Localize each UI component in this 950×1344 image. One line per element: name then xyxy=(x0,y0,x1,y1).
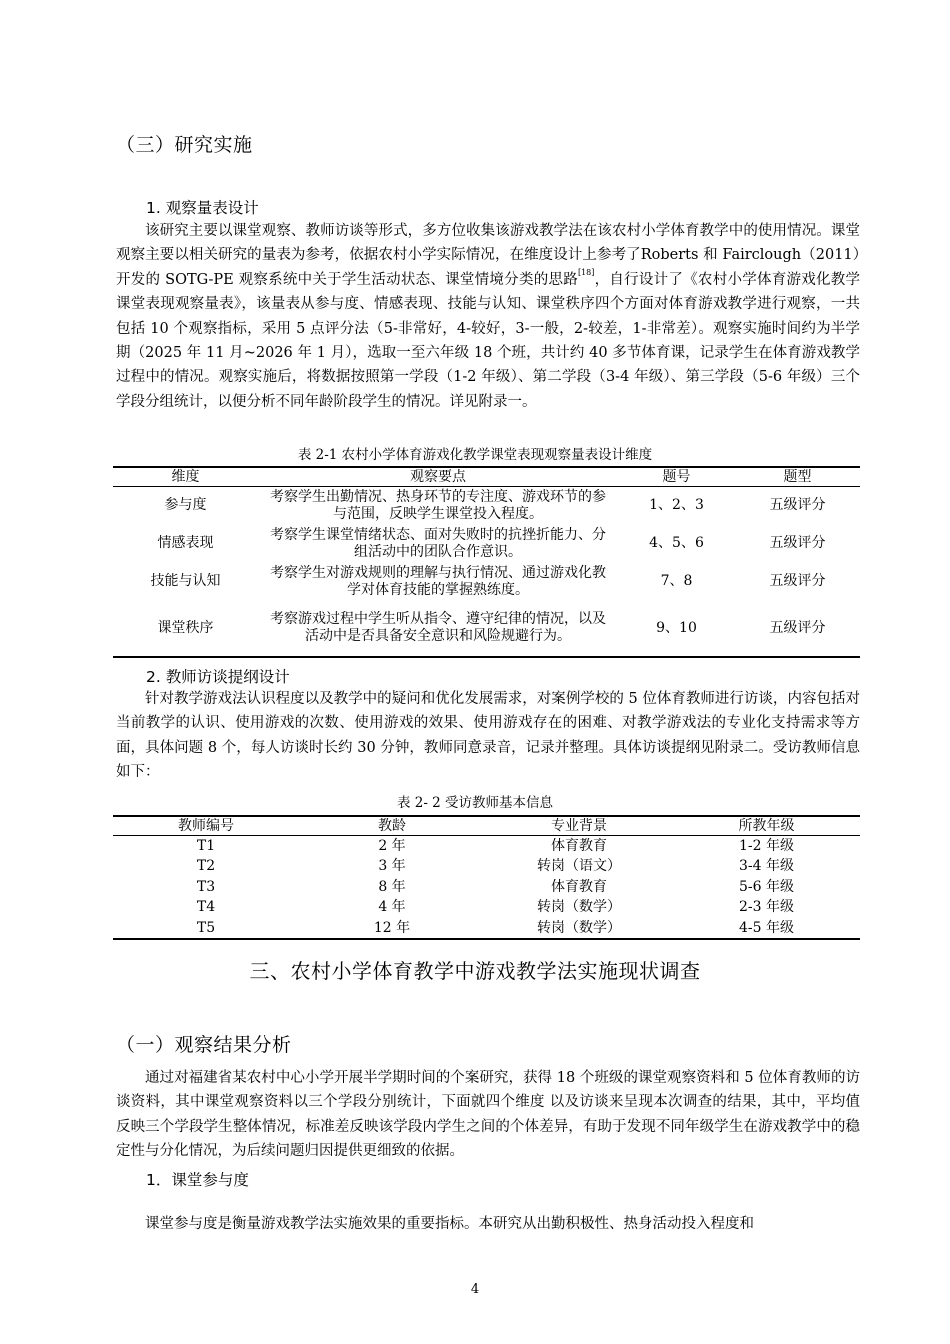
subheading-interview-outline: 2. 教师访谈提纲设计 xyxy=(146,668,290,686)
table-cell: 5-6 年级 xyxy=(739,878,794,895)
column-header: 教龄 xyxy=(299,816,485,836)
table-header-row xyxy=(113,816,860,836)
table-cell: 转岗（语文） xyxy=(537,858,621,875)
citation-marker: [18] xyxy=(577,267,595,277)
page-number: 4 xyxy=(470,1282,480,1297)
paragraph-observation-results: 通过对福建省某农村中心小学开展半学期时间的个案研究，获得 18 个班级的课堂观察资料和 5 位体育教师的访谈资料，其中课堂观察资料以三个学段分别统计，下面就四个维度 以及访谈来呈现本次调查的结果，其中，平均值反映三个学段学生整体情况，标准差反映该学段内学生之间的个体差异，有助于发现不同年级学生在游戏教学中的稳定性与分化情况，为后续问题归因提供更细致的依据。 xyxy=(116,1070,860,1160)
table-cell: 7、8 xyxy=(660,573,693,589)
teacher-info-table xyxy=(113,815,860,940)
table-row xyxy=(113,836,860,857)
table-cell: 转岗（数学） xyxy=(537,899,621,916)
table-cell: T3 xyxy=(196,878,216,895)
column-header: 教师编号 xyxy=(113,816,299,836)
table-cell: 8 年 xyxy=(378,878,406,895)
observation-scale-table xyxy=(113,466,860,658)
table-row xyxy=(113,897,860,917)
table-cell: 12 年 xyxy=(373,919,411,936)
table-cell: 3 年 xyxy=(378,858,406,875)
table-cell: 课堂秩序 xyxy=(157,619,214,636)
table-cell: 情感表现 xyxy=(157,535,214,551)
table-cell: 转岗（数学） xyxy=(537,919,621,936)
section-heading-research-implementation: （三）研究实施 xyxy=(116,134,253,156)
column-header: 观察要点 xyxy=(258,467,618,487)
paragraph-interview-design: 针对教学游戏法认识程度以及教学中的疑问和优化发展需求，对案例学校的 5 位体育教师进行访谈，内容包括对当前教学的认识、使用游戏的次数、使用游戏的效果、使用游戏存在的困难、对教学游戏法的专业化支持需求等方面，具体问题 8 个，每人访谈时长约 30 分钟，教师同意录音，记录并整理。具体访谈提纲见附录二。受访教师信息如下： xyxy=(116,691,860,781)
table-cell: 五级评分 xyxy=(769,619,826,636)
table-cell: 考察学生对游戏规则的理解与执行情况、通过游戏化教学对体育技能的掌握熟练度。 xyxy=(270,564,606,598)
table-cell: 考察游戏过程中学生听从指令、遵守纪律的情况，以及活动中是否具备安全意识和风险规避行为。 xyxy=(270,611,606,644)
table-cell: 9、10 xyxy=(656,619,697,636)
table-row xyxy=(113,563,860,601)
table-cell: 4-5 年级 xyxy=(739,919,794,936)
table-cell: 考察学生出勤情况、热身环节的专注度、游戏环节的参与范围，反映学生课堂投入程度。 xyxy=(270,488,606,522)
table-header-row xyxy=(113,467,860,487)
table-cell: T1 xyxy=(196,838,216,854)
column-header: 专业背景 xyxy=(485,816,673,836)
table-cell: 体育教育 xyxy=(551,838,607,854)
table-cell: T2 xyxy=(196,858,216,875)
table-cell: 1、2、3 xyxy=(649,497,704,514)
paragraph-text: ，自行设计了《农村小学体育游戏化教学课堂表现观察量表》，该量表从参与度、情感表现、技能与认知、课堂秩序四个方面对体育游戏教学进行观察，一共包括 10 个观察指标，采用 5 点评分法（5-非常好，4-较好，3-一般，2-较差，1-非常差）。观察实施时间约为半学期（2025 年 11 月~2026 年 1 月），选取一至六年级 18 个班，共计约 40 多节体育课，记录学生在体育游戏教学过程中的情况。观察实施后，将数据按照第一学段（1-2 年级）、第二学段（3-4 年级）、第三学段（5-6 年级）三个学段分组统计，以便分析不同年龄阶段学生的情况。详见附录一。 xyxy=(116,271,860,410)
column-header: 所教年级 xyxy=(673,816,860,836)
column-header: 题号 xyxy=(618,467,735,487)
table-row xyxy=(113,918,860,939)
table-cell: 五级评分 xyxy=(769,535,826,551)
table-cell: 1-2 年级 xyxy=(739,838,794,854)
table-row xyxy=(113,601,860,657)
table-cell: T5 xyxy=(196,919,216,936)
table-cell: 体育教育 xyxy=(551,878,607,895)
table-row xyxy=(113,525,860,563)
table-cell: 参与度 xyxy=(164,497,207,514)
paragraph-participation-intro: 课堂参与度是衡量游戏教学法实施效果的重要指标。本研究从出勤积极性、热身活动投入程度和 xyxy=(145,1216,754,1232)
section-heading-observation-results: （一）观察结果分析 xyxy=(116,1034,292,1056)
table-cell: 2 年 xyxy=(378,838,406,854)
table-cell: T4 xyxy=(196,899,216,916)
column-header: 题型 xyxy=(735,467,860,487)
chapter-heading: 三、农村小学体育教学中游戏教学法实施现状调查 xyxy=(249,959,701,983)
table-row xyxy=(113,487,860,525)
table-cell: 2-3 年级 xyxy=(739,899,794,916)
table-cell: 考察学生课堂情绪状态、面对失败时的抗挫折能力、分组活动中的团队合作意识。 xyxy=(270,526,606,560)
paragraph-observation-design xyxy=(116,219,860,414)
subheading-class-participation: 1．课堂参与度 xyxy=(146,1171,249,1189)
column-header: 维度 xyxy=(113,467,258,487)
table-cell: 3-4 年级 xyxy=(739,858,794,875)
subheading-observation-scale: 1. 观察量表设计 xyxy=(146,199,259,217)
paragraph-text: 该研究主要以课堂观察、教师访谈等形式，多方位收集该游戏教学法在该农村小学体育教学中的使用情况。课堂观察主要以相关研究的量表为参考，依据农村小学实际情况，在维度设计上参考了Roberts 和 Fairclough（2011）开发的 SOTG-PE 观察系统中关于学生活动状态、课堂情境分类的思路 xyxy=(116,223,860,288)
table-row xyxy=(113,856,860,876)
table-caption: 表 2- 2 受访教师基本信息 xyxy=(396,795,554,811)
table-row xyxy=(113,877,860,897)
table-caption: 表 2-1 农村小学体育游戏化教学课堂表现观察量表设计维度 xyxy=(297,447,653,463)
table-cell: 4、5、6 xyxy=(649,535,704,551)
table-cell: 4 年 xyxy=(378,899,406,916)
table-cell: 五级评分 xyxy=(769,573,826,589)
table-cell: 技能与认知 xyxy=(150,573,221,589)
table-cell: 五级评分 xyxy=(769,497,826,514)
